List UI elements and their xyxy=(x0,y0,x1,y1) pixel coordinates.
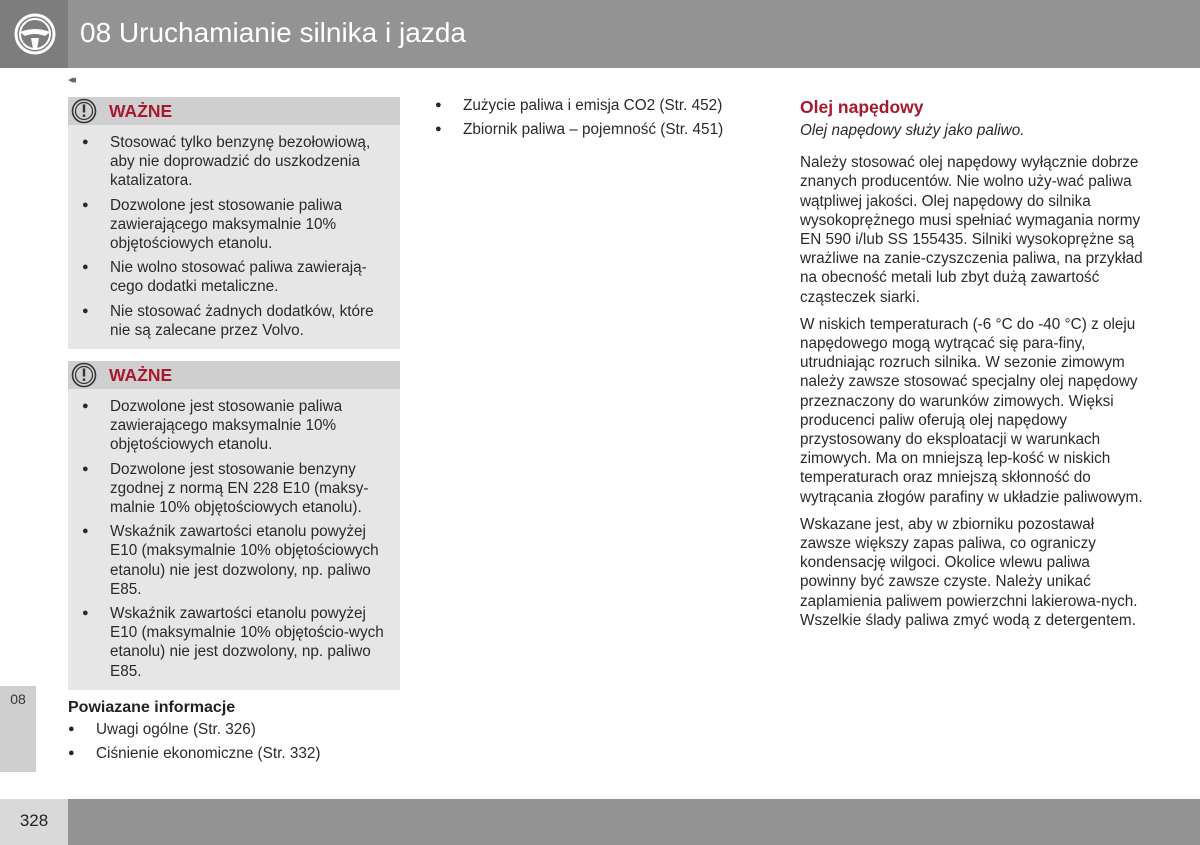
section-intro: Olej napędowy służy jako paliwo. xyxy=(800,122,1025,139)
cross-reference-list xyxy=(435,96,775,139)
diesel-section xyxy=(800,96,1145,638)
warning-box-fuel xyxy=(68,97,400,349)
list-item: ● Dozwolone jest stosowanie paliwa zawierającego maksymalnie 10% objętościowych etanolu. xyxy=(82,196,386,254)
warning-header xyxy=(68,361,400,389)
related-link[interactable]: ● Zużycie paliwa i emisja CO2 (Str. 452) xyxy=(435,96,775,115)
steering-wheel-icon xyxy=(13,12,57,56)
warning-title: WAŻNE xyxy=(109,101,173,121)
page-footer xyxy=(0,799,1200,845)
back-navigation-icon[interactable]: ◂◂ xyxy=(68,74,74,86)
header-icon-box xyxy=(0,0,68,68)
list-item: ● Dozwolone jest stosowanie benzyny zgodnej z normą EN 228 E10 (maksy-malnie 10% objętościowych etanolu). xyxy=(82,460,386,518)
warning-exclamation-icon xyxy=(71,362,97,388)
list-item: ● Nie wolno stosować paliwa zawierają-cego dodatki metaliczne. xyxy=(82,258,386,296)
body-paragraph: W niskich temperaturach (-6 °C do -40 °C) z oleju napędowego mogą wytrącać się para-finy, utrudniając rozruch silnika. W sezonie zimowym należy zawsze stosować specjalny olej napędowy przeznaczony do warunków zimowych. Więksi producenci paliw oferują olej napędowy przystosowany do eksploatacji w warunkach zimowych. Ma on mniejszą lep-kość w niskich temperaturach oraz mniejszą skłonność do wytrącania złogów parafiny w układzie paliwowym. xyxy=(800,315,1143,506)
list-item: ● Wskaźnik zawartości etanolu powyżej E10 (maksymalnie 10% objętościo-wych etanolu) nie jest dozwolony, np. paliwo E85. xyxy=(82,604,386,681)
related-info-list xyxy=(68,720,398,763)
list-item: ● Nie stosować żadnych dodatków, które nie są zalecane przez Volvo. xyxy=(82,302,386,340)
body-paragraph: Należy stosować olej napędowy wyłącznie dobrze znanych producentów. Nie wolno uży-wać paliwa wątpliwej jakości. Olej napędowy do silnika wysokoprężnego musi spełniać wymagania normy EN 590 i/lub SS 155435. Silniki wysokoprężne są wrażliwe na zanie-czyszczenia paliwa, na przykład na obecność metali lub zbyt dużą zawartość cząsteczek siarki. xyxy=(800,154,1143,306)
warning-exclamation-icon xyxy=(71,98,97,124)
list-item: ● Stosować tylko benzynę bezołowiową, aby nie doprowadzić do uszkodzenia katalizatora. xyxy=(82,133,386,191)
warning-list xyxy=(68,389,400,690)
chapter-tab[interactable]: 08 xyxy=(10,691,26,707)
warning-header xyxy=(68,97,400,125)
related-info-heading: Powiazane informacje xyxy=(68,699,236,716)
list-item: ● Dozwolone jest stosowanie paliwa zawierającego maksymalnie 10% objętościowych etanolu. xyxy=(82,397,386,455)
related-link[interactable]: ● Uwagi ogólne (Str. 326) xyxy=(68,720,398,739)
related-link[interactable]: ● Ciśnienie ekonomiczne (Str. 332) xyxy=(68,744,398,763)
chapter-title: 08 Uruchamianie silnika i jazda xyxy=(80,17,466,48)
body-paragraph: Wskazane jest, aby w zbiorniku pozostawał zawsze większy zapas paliwa, co ograniczy kondensację wilgoci. Okolice wlewu paliwa powinny być zawsze czyste. Należy unikać zaplamienia paliwem powierzchni lakierowa-nych. Wszelkie ślady paliwa zmyć wodą z detergentem. xyxy=(800,515,1138,629)
section-heading: Olej napędowy xyxy=(800,97,924,117)
list-item: ● Wskaźnik zawartości etanolu powyżej E10 (maksymalnie 10% objętościowych etanolu) nie jest dozwolony, np. paliwo E85. xyxy=(82,522,386,599)
warning-box-ethanol xyxy=(68,361,400,690)
page-number: 328 xyxy=(19,811,49,830)
related-link[interactable]: ● Zbiornik paliwa – pojemność (Str. 451) xyxy=(435,120,775,139)
warning-list xyxy=(68,125,400,349)
warning-title: WAŻNE xyxy=(109,365,173,385)
